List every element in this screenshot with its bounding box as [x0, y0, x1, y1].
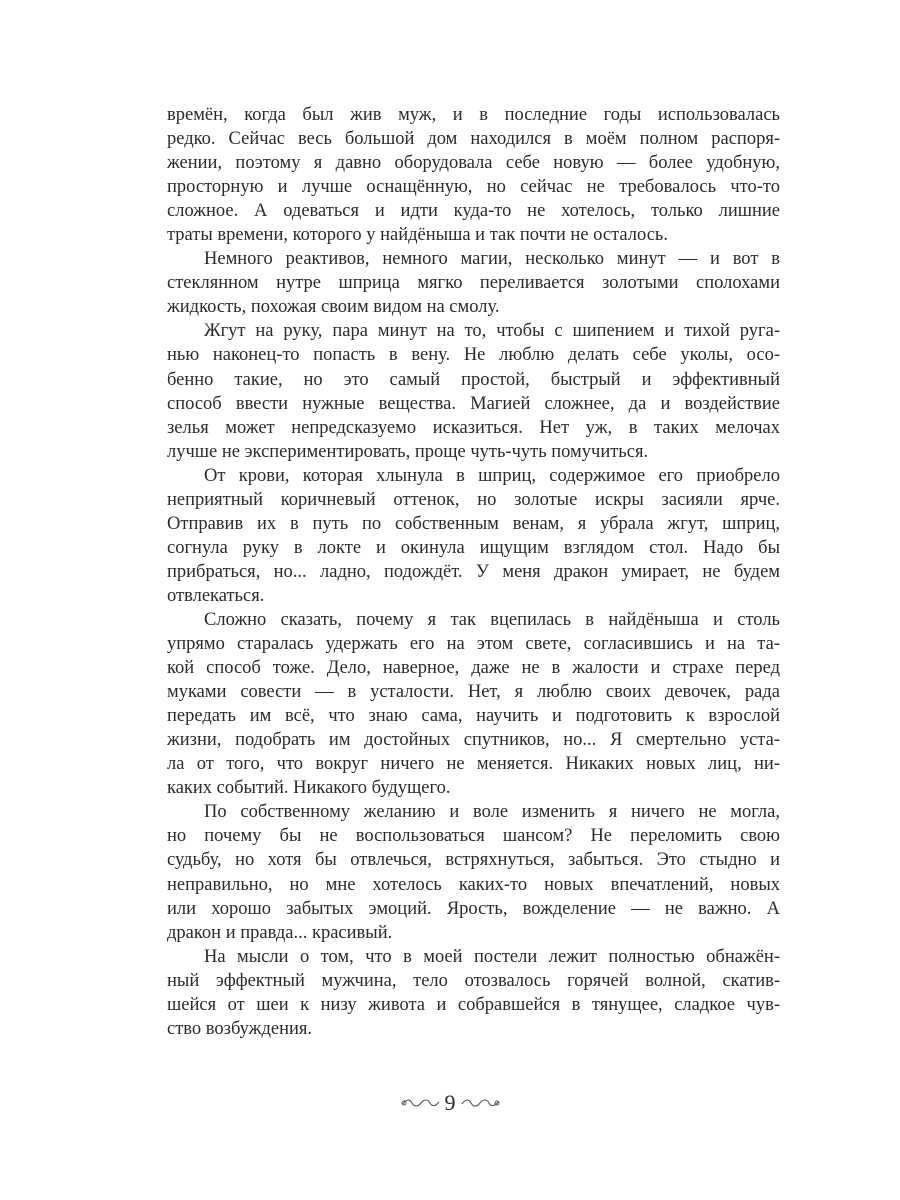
left-ornament-icon [401, 1097, 441, 1109]
text-line: Жгут на руку, пара минут на то, чтобы с шипением и тихой руга- [204, 321, 780, 342]
page-number: 9 [444, 1089, 456, 1115]
text-line: ла от того, что вокруг ничего не меняется. Никаких новых лиц, ни- [167, 754, 780, 775]
text-line: Отправив их в путь по собственным венам, я убрала жгут, шприц, [167, 513, 780, 534]
text-line: Немного реактивов, немного магии, несколько минут — и вот в [204, 249, 780, 270]
body-text [167, 103, 780, 1041]
text-line: жении, поэтому я давно оборудовала себе новую — более удобную, [167, 153, 780, 174]
text-line: или хорошо забытых эмоций. Ярость, вожделение — не важно. А [167, 898, 780, 919]
text-line: кой способ тоже. Дело, наверное, даже не в жалости и страхе перед [167, 658, 780, 679]
text-line: упрямо старалась удержать его на этом свете, согласившись и на та- [167, 634, 780, 655]
text-line: От крови, которая хлынула в шприц, содержимое его приобрело [204, 465, 780, 486]
text-line: времён, когда был жив муж, и в последние годы использовалась [167, 105, 780, 125]
text-line: Сложно сказать, почему я так вцепилась в найдёныша и столь [204, 609, 780, 630]
text-line: отвлекаться. [167, 585, 265, 606]
text-line: зелья может непредсказуемо исказиться. Нет уж, в таких мелочах [167, 417, 780, 438]
text-line: неправильно, но мне хотелось каких-то новых впечатлений, новых [167, 874, 780, 895]
text-line: муками совести — в усталости. Нет, я люблю своих девочек, рада [167, 682, 780, 703]
text-line: прибраться, но... ладно, подождёт. У меня дракон умирает, не будем [167, 561, 780, 582]
text-line: По собственному желанию и воле изменить я ничего не могла, [204, 802, 780, 823]
text-line: ный эффектный мужчина, тело отозвалось горячей волной, скатив- [167, 970, 780, 991]
text-line: согнула руку в локте и окинула ищущим взглядом стол. Надо бы [167, 537, 780, 558]
text-line: жизни, подобрать им достойных спутников, но... Я смертельно уста- [167, 730, 780, 751]
text-line: просторную и лучше оснащённую, но сейчас не требовалось что-то [167, 177, 780, 198]
text-line: бенно такие, но это самый простой, быстрый и эффективный [167, 369, 780, 390]
text-line: лучше не экспериментировать, проще чуть-чуть помучиться. [167, 441, 649, 462]
right-ornament-icon [460, 1097, 500, 1109]
text-line: жидкость, похожая своим видом на смолу. [167, 297, 500, 318]
text-line: судьбу, но хотя бы отвлечься, встряхнуться, забыться. Это стыдно и [167, 850, 780, 871]
text-line: передать им всё, что знаю сама, научить и подготовить к взрослой [167, 706, 780, 727]
text-line: На мысли о том, что в моей постели лежит полностью обнажён- [204, 946, 780, 967]
text-line: сложное. А одеваться и идти куда-то не хотелось, только лишние [167, 201, 780, 222]
text-line: траты времени, которого у найдёныша и так почти не осталось. [167, 225, 668, 246]
text-line: редко. Сейчас весь большой дом находился в моём полном распоря- [167, 129, 780, 150]
text-line: нью наконец-то попасть в вену. Не люблю делать себе уколы, осо- [167, 345, 780, 366]
text-line: но почему бы не воспользоваться шансом? Не переломить свою [167, 826, 780, 847]
text-line: дракон и правда... красивый. [167, 922, 393, 943]
text-line: неприятный коричневый оттенок, но золотые искры засияли ярче. [167, 489, 780, 510]
text-line: каких событий. Никакого будущего. [167, 778, 451, 799]
text-line: стеклянном нутре шприца мягко переливается золотыми сполохами [167, 273, 780, 294]
text-line: шейся от шеи к низу живота и собравшейся в тянущее, сладкое чув- [167, 994, 780, 1015]
text-line: ство возбуждения. [167, 1018, 313, 1039]
page-folio [0, 1088, 900, 1116]
text-line: способ ввести нужные вещества. Магией сложнее, да и воздействие [167, 393, 780, 414]
